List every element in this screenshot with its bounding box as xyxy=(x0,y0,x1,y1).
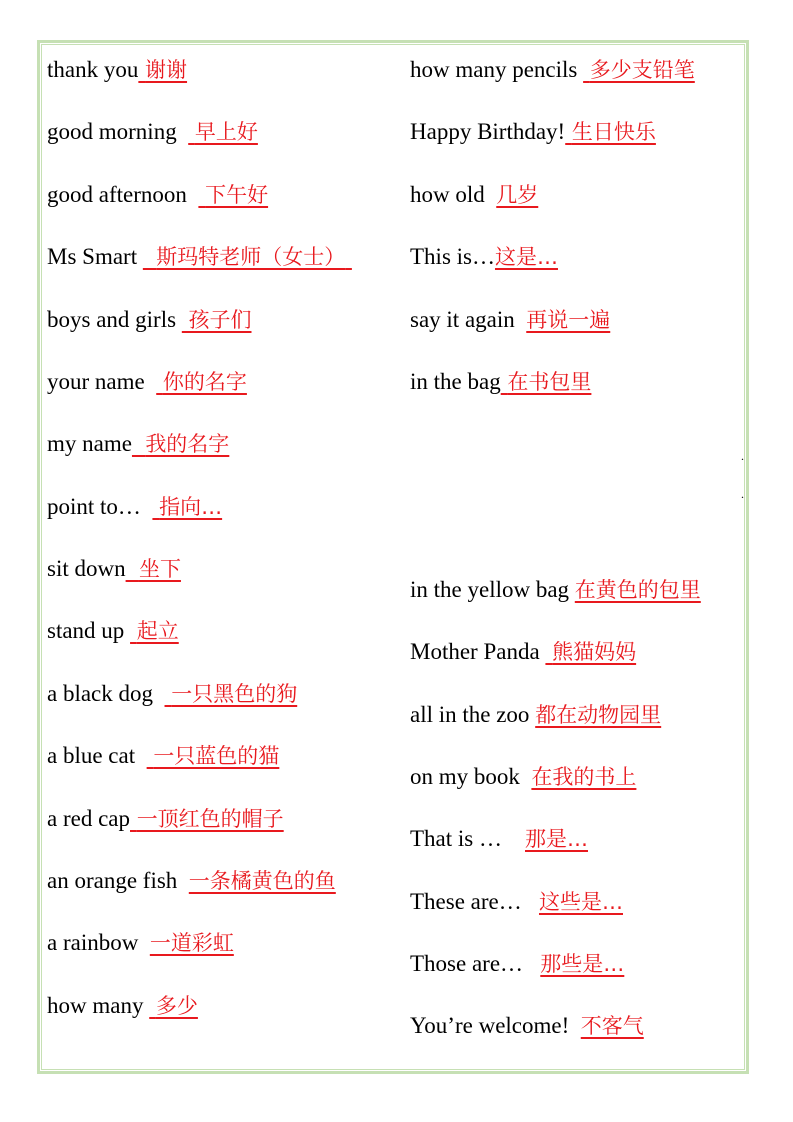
chinese-translation: 都在动物园里 xyxy=(535,703,662,727)
vocab-entry xyxy=(410,762,636,792)
vocab-entry xyxy=(47,55,187,85)
english-term: a red cap xyxy=(47,806,130,831)
english-term: how old xyxy=(410,182,485,207)
chinese-translation: 一道彩虹 xyxy=(149,931,234,955)
vocab-entry xyxy=(410,367,591,397)
chinese-translation: 在黄色的包里 xyxy=(574,578,701,602)
english-term: all in the zoo xyxy=(410,702,530,727)
chinese-translation: 谢谢 xyxy=(145,58,188,82)
vocab-entry xyxy=(47,991,198,1021)
vocab-entry xyxy=(47,554,181,584)
english-term: Happy Birthday! xyxy=(410,119,566,144)
chinese-translation: 多少 xyxy=(155,994,198,1018)
english-term: how many xyxy=(47,993,144,1018)
english-term: an orange fish xyxy=(47,868,178,893)
english-term: a rainbow xyxy=(47,930,139,955)
chinese-translation: 一顶红色的帽子 xyxy=(136,807,284,831)
margin-mark: . xyxy=(741,487,744,501)
vocab-entry xyxy=(410,55,695,85)
chinese-translation: 那是… xyxy=(525,827,588,851)
vocab-entry xyxy=(47,492,222,522)
vocab-entry xyxy=(47,180,268,210)
english-term: boys and girls xyxy=(47,307,177,332)
chinese-translation: 起立 xyxy=(136,619,179,643)
chinese-translation: 一只蓝色的猫 xyxy=(153,744,280,768)
chinese-translation: 斯玛特老师（女士） xyxy=(156,245,346,269)
vocab-entry xyxy=(410,305,610,335)
chinese-translation: 早上好 xyxy=(194,120,258,144)
vocab-entry xyxy=(410,575,701,605)
chinese-translation: 那些是… xyxy=(540,952,625,976)
vocab-entry xyxy=(47,117,258,147)
chinese-translation: 几岁 xyxy=(496,183,539,207)
chinese-translation: 再说一遍 xyxy=(526,308,611,332)
english-term: stand up xyxy=(47,618,125,643)
vocab-entry xyxy=(47,367,247,397)
vocab-entry xyxy=(47,741,279,771)
english-term: point to… xyxy=(47,494,141,519)
vocab-entry xyxy=(47,305,252,335)
english-term: This is… xyxy=(410,244,495,269)
chinese-translation: 不客气 xyxy=(580,1014,644,1038)
english-term: These are… xyxy=(410,889,522,914)
english-term: say it again xyxy=(410,307,515,332)
chinese-translation: 坐下 xyxy=(138,557,181,581)
vocab-entry xyxy=(47,242,352,272)
vocab-entry xyxy=(410,242,558,272)
english-term: Mother Panda xyxy=(410,639,540,664)
vocab-entry xyxy=(47,928,234,958)
vocab-entry xyxy=(410,1011,644,1041)
chinese-translation: 孩子们 xyxy=(188,308,252,332)
english-term: a black dog xyxy=(47,681,154,706)
english-term: Those are… xyxy=(410,951,524,976)
english-term: good afternoon xyxy=(47,182,187,207)
chinese-translation: 指向… xyxy=(159,495,223,519)
vocab-entry xyxy=(47,616,179,646)
english-term: in the bag xyxy=(410,369,501,394)
margin-mark: . xyxy=(741,449,744,463)
vocab-entry xyxy=(410,700,661,730)
english-term: You’re welcome! xyxy=(410,1013,570,1038)
vocab-entry xyxy=(410,637,636,667)
vocab-entry xyxy=(47,866,336,896)
vocab-entry xyxy=(410,887,623,917)
chinese-translation: 一条橘黄色的鱼 xyxy=(188,869,336,893)
english-term: sit down xyxy=(47,556,126,581)
english-term: good morning xyxy=(47,119,177,144)
english-term: a blue cat xyxy=(47,743,136,768)
chinese-translation: 生日快乐 xyxy=(571,120,656,144)
english-term: in the yellow bag xyxy=(410,577,570,602)
chinese-translation: 你的名字 xyxy=(162,370,247,394)
english-term: my name xyxy=(47,431,132,456)
chinese-translation: 熊猫妈妈 xyxy=(552,640,637,664)
chinese-translation: 这是… xyxy=(494,245,558,269)
vocab-entry xyxy=(410,117,656,147)
english-term: Ms Smart xyxy=(47,244,138,269)
english-term: your name xyxy=(47,369,145,394)
chinese-translation: 下午好 xyxy=(205,183,269,207)
vocab-entry xyxy=(410,824,588,854)
chinese-translation: 一只黑色的狗 xyxy=(171,682,298,706)
vocab-entry xyxy=(47,804,284,834)
vocab-entry xyxy=(410,180,538,210)
chinese-translation: 这些是… xyxy=(539,890,623,914)
vocab-entry xyxy=(410,949,624,979)
english-term: on my book xyxy=(410,764,520,789)
english-term: thank you xyxy=(47,57,139,82)
chinese-translation: 多少支铅笔 xyxy=(589,58,695,82)
english-term: how many pencils xyxy=(410,57,578,82)
chinese-translation: 我的名字 xyxy=(145,432,230,456)
chinese-translation: 在我的书上 xyxy=(531,765,637,789)
chinese-translation: 在书包里 xyxy=(507,370,592,394)
english-term: That is … xyxy=(410,826,502,851)
vocab-entry xyxy=(47,429,229,459)
vocab-entry xyxy=(47,679,297,709)
